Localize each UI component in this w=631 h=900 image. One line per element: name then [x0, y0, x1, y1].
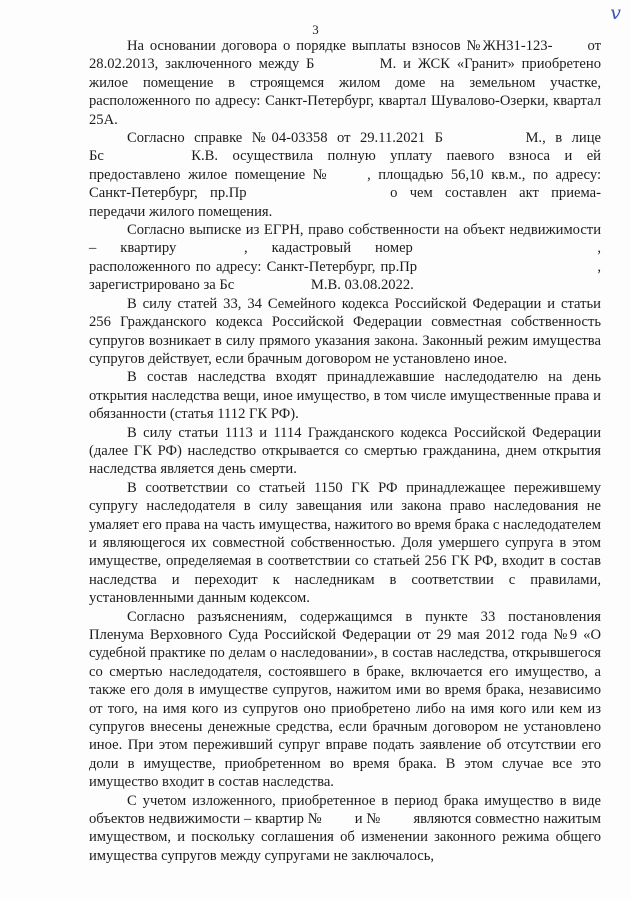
paragraph-certificate: Согласно справке №04-03358 от 29.11.2021 Б М., в лице Бс К.В. осуществила полную уплату паевого взноса и ей предоставлено жилое помещение № , площадью 56,10 кв.м., по адресу: Санкт-Петербург, пр.Пр о чем составлен акт приема-передачи жилого помещения.	[89, 130, 601, 220]
page-number: 3	[312, 22, 319, 37]
paragraph-inheritance-opening: В силу статьи 1113 и 1114 Гражданского кодекса Российской Федерации (далее ГК РФ) наследство открывается со смертью гражданина, днем открытия наследства является день смерти.	[89, 424, 601, 478]
paragraph-family-code: В силу статей 33, 34 Семейного кодекса Российской Федерации и статьи 256 Гражданского кодекса Российской Федерации совместная собственность супругов возникает в силу прямого указания закона. Законный режим имущества супругов действует, если брачным договором не установлено иное.	[89, 295, 601, 367]
paragraph-contract: На основании договора о порядке выплаты взносов №ЖН31-123- от 28.02.2013, заключенного между Б М. и ЖСК «Гранит» приобретено жилое помещение в строящемся жилом доме на земельном участке, расположенного по адресу: Санкт-Петербург, квартал Шувалово-Озерки, квартал 25А.	[89, 38, 601, 128]
paragraph-plenum-clarification: Согласно разъяснениям, содержащимся в пункте 33 постановления Пленума Верховного Суда Российской Федерации от 29 мая 2012 года №9 «О судебной практике по делам о наследовании», в состав наследства, открывшегося со смертью наследодателя, состоявшего в браке, включается его имущество, а также его доля в имуществе супругов, нажитом ими во время брака, независимо от того, на имя кого из супругов оно приобретено либо на имя кого или кем из супругов внесены денежные средства, если брачным договором не установлено иное. При этом переживший супруг вправе подать заявление об отсутствии его доли в имуществе, приобретенном во время брака. В этом случае все это имущество входит в состав наследства.	[89, 608, 601, 791]
paragraph-conclusion: С учетом изложенного, приобретенное в период брака имущество в виде объектов недвижимости – квартир № и № являются совместно нажитым имуществом, и поскольку соглашения об изменении законного режима общего имущества супругов между супругами не заключалось,	[89, 792, 601, 864]
paragraph-inheritance-composition: В состав наследства входят принадлежавшие наследодателю на день открытия наследства вещи, иное имущество, в том числе имущественные права и обязанности (статья 1112 ГК РФ).	[89, 369, 601, 423]
handwritten-mark: v	[610, 2, 621, 24]
paragraph-egrn-extract: Согласно выписке из ЕГРН, право собственности на объект недвижимости – квартиру , кадастровый номер , расположенного по адресу: Санкт-Петербург, пр.Пр , зарегистрировано за Бс М.В. 03.08.2022.	[89, 222, 601, 294]
paragraph-article-1150: В соответствии со статьей 1150 ГК РФ принадлежащее пережившему супругу наследодателя в силу завещания или закона право наследования не умаляет его права на часть имущества, нажитого во время брака с наследодателем и являющегося их совместной собственностью. Доля умершего супруга в этом имуществе, определяемая в соответствии со статьей 256 ГК РФ, входит в состав наследства и переходит к наследникам в соответствии с правилами, установленными данным кодексом.	[89, 479, 602, 607]
document-body	[89, 37, 601, 865]
